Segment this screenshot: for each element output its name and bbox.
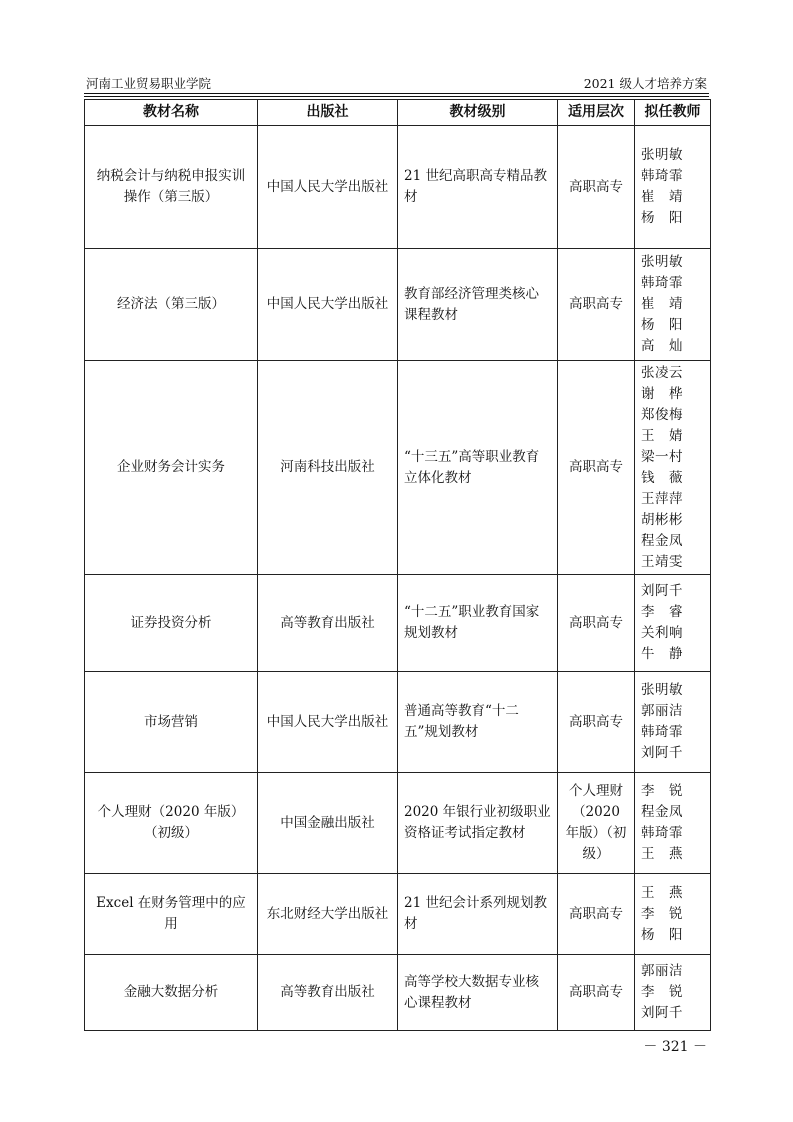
header-rule-thick — [84, 93, 709, 94]
teacher-name: 王 婧 — [641, 427, 683, 444]
teacher-name: 胡彬彬 — [641, 511, 683, 528]
cell-tier: 高职高专 — [558, 575, 635, 672]
cell-level: 教育部经济管理类核心课程教材 — [398, 249, 558, 361]
col-header-publisher: 出版社 — [258, 100, 398, 126]
teacher-name: 钱 薇 — [641, 469, 683, 486]
cell-teachers — [635, 955, 711, 1031]
cell-textbook-name: 经济法（第三版） — [85, 249, 258, 361]
table-row — [85, 672, 711, 773]
teacher-name: 李 睿 — [641, 604, 683, 620]
cell-teachers — [635, 575, 711, 672]
col-header-name: 教材名称 — [85, 100, 258, 126]
teacher-name: 崔 靖 — [641, 189, 683, 205]
teacher-name: 程金凤 — [641, 532, 683, 549]
cell-publisher: 高等教育出版社 — [258, 575, 398, 672]
cell-tier: 高职高专 — [558, 955, 635, 1031]
cell-textbook-name: 个人理财（2020 年版）（初级） — [85, 773, 258, 874]
cell-publisher: 中国金融出版社 — [258, 773, 398, 874]
cell-teachers — [635, 672, 711, 773]
teacher-name: 郭丽洁 — [641, 703, 683, 719]
teacher-name: 程金凤 — [641, 804, 683, 820]
page-header — [84, 74, 709, 92]
teacher-name: 王 燕 — [641, 884, 683, 901]
teacher-name: 王靖雯 — [641, 553, 683, 570]
cell-teachers — [635, 126, 711, 249]
teacher-name: 郭丽洁 — [641, 963, 683, 979]
cell-level: 普通高等教育“十二五”规划教材 — [398, 672, 558, 773]
teacher-name: 牛 静 — [641, 646, 683, 662]
col-header-tier: 适用层次 — [558, 100, 635, 126]
cell-textbook-name: 证券投资分析 — [85, 575, 258, 672]
cell-textbook-name: 企业财务会计实务 — [85, 361, 258, 575]
teacher-name: 李 锐 — [641, 984, 683, 1000]
header-school-name: 河南工业贸易职业学院 — [86, 76, 212, 91]
cell-tier: 高职高专 — [558, 874, 635, 955]
teacher-name: 崔 靖 — [641, 296, 683, 312]
teacher-name: 张明敏 — [641, 254, 683, 270]
cell-level: 高等学校大数据专业核心课程教材 — [398, 955, 558, 1031]
teacher-name: 王 燕 — [641, 846, 683, 862]
cell-publisher: 中国人民大学出版社 — [258, 126, 398, 249]
teacher-name: 韩琦霏 — [641, 825, 683, 841]
cell-tier: 个人理财（2020 年版）（初级） — [558, 773, 635, 874]
teacher-name: 李 锐 — [641, 783, 683, 799]
teacher-name: 韩琦霏 — [641, 275, 683, 291]
cell-publisher: 河南科技出版社 — [258, 361, 398, 575]
table-header-row — [85, 100, 711, 126]
teacher-name: 刘阿千 — [641, 745, 683, 761]
teacher-name: 张明敏 — [641, 147, 683, 163]
teacher-name: 张凌云 — [641, 364, 683, 381]
teacher-name: 郑俊梅 — [641, 406, 683, 423]
cell-textbook-name: 市场营销 — [85, 672, 258, 773]
cell-teachers — [635, 361, 711, 575]
col-header-level: 教材级别 — [398, 100, 558, 126]
cell-publisher: 中国人民大学出版社 — [258, 249, 398, 361]
cell-teachers — [635, 249, 711, 361]
cell-level: 2020 年银行业初级职业资格证考试指定教材 — [398, 773, 558, 874]
cell-level: 21 世纪高职高专精品教材 — [398, 126, 558, 249]
cell-publisher: 东北财经大学出版社 — [258, 874, 398, 955]
page-number: － 321 － — [643, 1039, 707, 1055]
teacher-name: 关利响 — [641, 625, 683, 641]
cell-tier: 高职高专 — [558, 249, 635, 361]
header-rule-thin — [84, 96, 709, 97]
teacher-name: 杨 阳 — [641, 317, 683, 333]
teacher-name: 李 锐 — [641, 905, 683, 922]
teacher-name: 王萍萍 — [641, 490, 683, 507]
cell-tier: 高职高专 — [558, 672, 635, 773]
table-row — [85, 955, 711, 1031]
cell-textbook-name: 纳税会计与纳税申报实训操作（第三版） — [85, 126, 258, 249]
table-row — [85, 361, 711, 575]
cell-level: “十三五”高等职业教育立体化教材 — [398, 361, 558, 575]
col-header-teachers: 拟任教师 — [635, 100, 711, 126]
table-row — [85, 773, 711, 874]
teacher-name: 张明敏 — [641, 682, 683, 698]
teacher-name: 梁一村 — [641, 448, 683, 465]
cell-publisher: 高等教育出版社 — [258, 955, 398, 1031]
textbook-table — [84, 99, 711, 1031]
header-doc-title: 2021 级人才培养方案 — [583, 76, 707, 91]
table-row — [85, 874, 711, 955]
teacher-name: 刘阿千 — [641, 1005, 683, 1021]
teacher-name: 谢 桦 — [641, 385, 683, 402]
cell-tier: 高职高专 — [558, 126, 635, 249]
table-row — [85, 249, 711, 361]
cell-teachers — [635, 773, 711, 874]
teacher-name: 高 灿 — [641, 338, 683, 354]
teacher-name: 杨 阳 — [641, 926, 683, 943]
cell-level: “十二五”职业教育国家规划教材 — [398, 575, 558, 672]
table-row — [85, 126, 711, 249]
cell-textbook-name: Excel 在财务管理中的应用 — [85, 874, 258, 955]
cell-level: 21 世纪会计系列规划教材 — [398, 874, 558, 955]
teacher-name: 韩琦霏 — [641, 168, 683, 184]
cell-publisher: 中国人民大学出版社 — [258, 672, 398, 773]
table-row — [85, 575, 711, 672]
cell-tier: 高职高专 — [558, 361, 635, 575]
cell-textbook-name: 金融大数据分析 — [85, 955, 258, 1031]
cell-teachers — [635, 874, 711, 955]
teacher-name: 韩琦霏 — [641, 724, 683, 740]
teacher-name: 杨 阳 — [641, 210, 683, 226]
teacher-name: 刘阿千 — [641, 583, 683, 599]
